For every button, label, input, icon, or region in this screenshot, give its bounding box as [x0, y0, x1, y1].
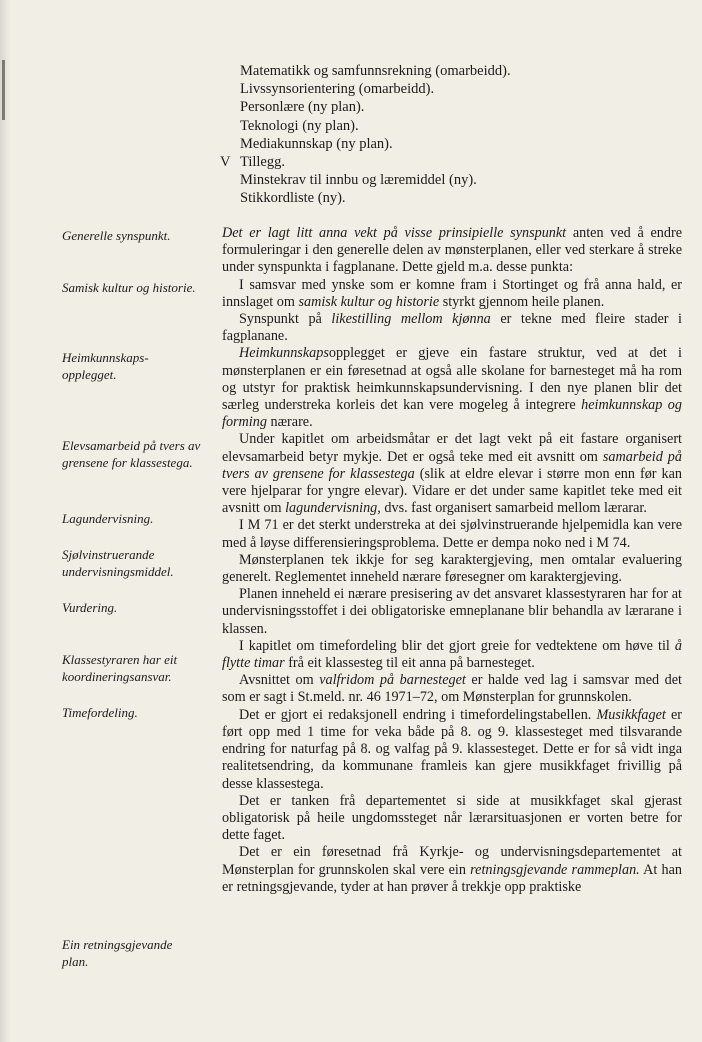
section-title: Tillegg. [240, 154, 285, 171]
emphasis: samisk kultur og historie [298, 293, 440, 310]
margin-note-samisk: Samisk kultur og historie. [62, 280, 196, 295]
paragraph: Planen inneheld ei nærare presisering av det ansvaret klassestyraren har for at undervisningsstoffet i dei obligatoriske emneplanane blir behandla av lærarane i klassen. [222, 586, 682, 637]
margin-note-klassestyraren: Klassestyraren har eit koordineringsansvar. [62, 652, 178, 684]
contents-item: Matematikk og samfunnsrekning (omarbeidd). [240, 63, 511, 79]
text: I kapitlet om timefordeling blir det gjort greie for vedtektene om høve til [239, 637, 675, 654]
emphasis: valfridom på barnesteget [319, 672, 466, 689]
contents-item: Stikkordliste (ny). [240, 190, 346, 207]
text: Avsnittet om [239, 672, 320, 689]
emphasis: samarbeid på tvers av grensene for klassestega [222, 448, 682, 482]
emphasis: Musikkfaget [596, 706, 666, 723]
margin-note-heimkunnskap: Heimkunnskaps-opplegget. [62, 350, 149, 382]
text: opplegget er gjeve ein fastare struktur, ved at det i mønsterplanen er ein føresetnad at også alle skolane for barnesteget må ha rom og utstyr for praktisk heimkunnskapsundervisning. I den nye planen blir det særleg understreka korleis det kan vere mogeleg å integrere [222, 345, 682, 414]
text: Synspunkt på [239, 311, 332, 328]
text: anten ved å endre formuleringar i den generelle delen av mønsterplanen, eller ved sterkare å streke under synspunkta i fagplanane. Dette gjeld m.a. desse punkta: [222, 225, 682, 276]
contents-item: Teknologi (ny plan). [240, 117, 359, 134]
contents-list [220, 62, 660, 208]
contents-section-v [220, 153, 660, 171]
text: I samsvar med ynske som er komne fram i Stortinget og frå anna hald, er innslaget om [222, 276, 682, 310]
paragraph [222, 707, 682, 793]
text: er tekne med fleire stader i fagplanane. [222, 311, 682, 345]
text: Det er gjort ei redaksjonell endring i timefordelingstabellen. [239, 706, 597, 723]
text: Det er ein føresetnad frå Kyrkje- og undervisningsdepartementet at Mønsterplan for grunnskolen skal vere ein [222, 844, 682, 878]
emphasis: heimkunnskap og forming [222, 397, 682, 431]
text: At han er retningsgjevande, tyder at han prøver å trekkje opp praktiske [222, 861, 683, 895]
text: dvs. fast organisert samarbeid mellom lærarar. [380, 500, 647, 517]
section-numeral: V [220, 154, 231, 171]
margin-note-elevsamarbeid: Elevsamarbeid på tvers av grensene for klassestega. [62, 438, 201, 470]
binding-mark [2, 60, 5, 120]
paragraph [222, 638, 682, 672]
emphasis: å flytte timar [222, 637, 682, 672]
text: er ført opp med 1 time for veka både på 8. og 9. klassesteget med tilsvarande endring for naturfag på 8. og valfag på 9. klassesteget. Dette er for så vidt inga realitetsendring, da kommunane framleis kan gjere musikkfaget frivillig på desse klassestega. [222, 706, 682, 792]
contents-item: Minstekrav til innbu og læremiddel (ny). [240, 172, 477, 189]
text: (slik at eldre elevar i større mon enn før kan vere hjelparar for yngre elevar). Vidare er det under same kapitlet teke med eit avsnitt om [222, 465, 682, 517]
contents-item: Livssynsorientering (omarbeidd). [240, 81, 435, 98]
paragraph [222, 311, 682, 345]
page-edge-shadow [0, 0, 10, 1042]
text: frå eit klassesteg til eit anna på barnesteget. [284, 655, 535, 672]
emphasis: likestilling mellom kjønna [331, 311, 491, 328]
margin-note-generelle: Generelle synspunkt. [62, 228, 171, 243]
paragraph [222, 345, 682, 431]
margin-note-retningsgjevande: Ein retningsgjevande plan. [62, 937, 173, 969]
margin-note-lagundervisning: Lagundervisning. [62, 511, 154, 526]
paragraph [222, 431, 682, 517]
text: Under kapitlet om arbeidsmåtar er det lagt vekt på eit fastare organisert elevsamarbeid betyr mykje. Det er også teke med eit avsnitt om [222, 431, 682, 465]
paragraph: Det er tanken frå departementet si side at musikkfaget skal gjerast obligatorisk på heile ungdomssteget når lærarsituasjonen er vorten betre for dette faget. [222, 792, 682, 844]
contents-item: Mediakunnskap (ny plan). [240, 135, 393, 152]
contents-item: Personlære (ny plan). [240, 99, 365, 116]
emphasis: lagundervisning, [285, 500, 381, 517]
margin-note-sjolvinstruerande: Sjølvinstruerande undervisningsmiddel. [62, 547, 174, 579]
text: styrkt gjennom heile planen. [439, 293, 605, 310]
paragraph: I M 71 er det sterkt understreka at dei sjølvinstruerande hjelpemidla kan vere med å løyse differensieringsproblema. Dette er dempa noko ned i M 74. [222, 517, 682, 551]
emphasis: retningsgjevande rammeplan. [470, 861, 640, 878]
emphasis: Heimkunnskaps [239, 345, 329, 362]
paragraph [222, 844, 682, 896]
margin-note-vurdering: Vurdering. [62, 600, 118, 615]
paragraph [222, 277, 682, 311]
text: nærare. [266, 414, 313, 431]
paragraph: Mønsterplanen tek ikkje for seg karaktergjeving, men omtalar evaluering generelt. Reglementet inneheld nærare føresegner om karaktergjeving. [222, 551, 682, 586]
emphasis: Det er lagt litt anna vekt på visse prinsipielle synspunkt [222, 225, 567, 241]
paragraph [222, 672, 682, 706]
text: er halde ved lag i samsvar med det som er sagt i St.meld. nr. 46 1971–72, om Mønsterplan for grunnskolen. [222, 672, 682, 706]
paragraph [222, 225, 682, 277]
main-text [222, 225, 682, 896]
margin-note-timefordeling: Timefordeling. [62, 705, 138, 720]
